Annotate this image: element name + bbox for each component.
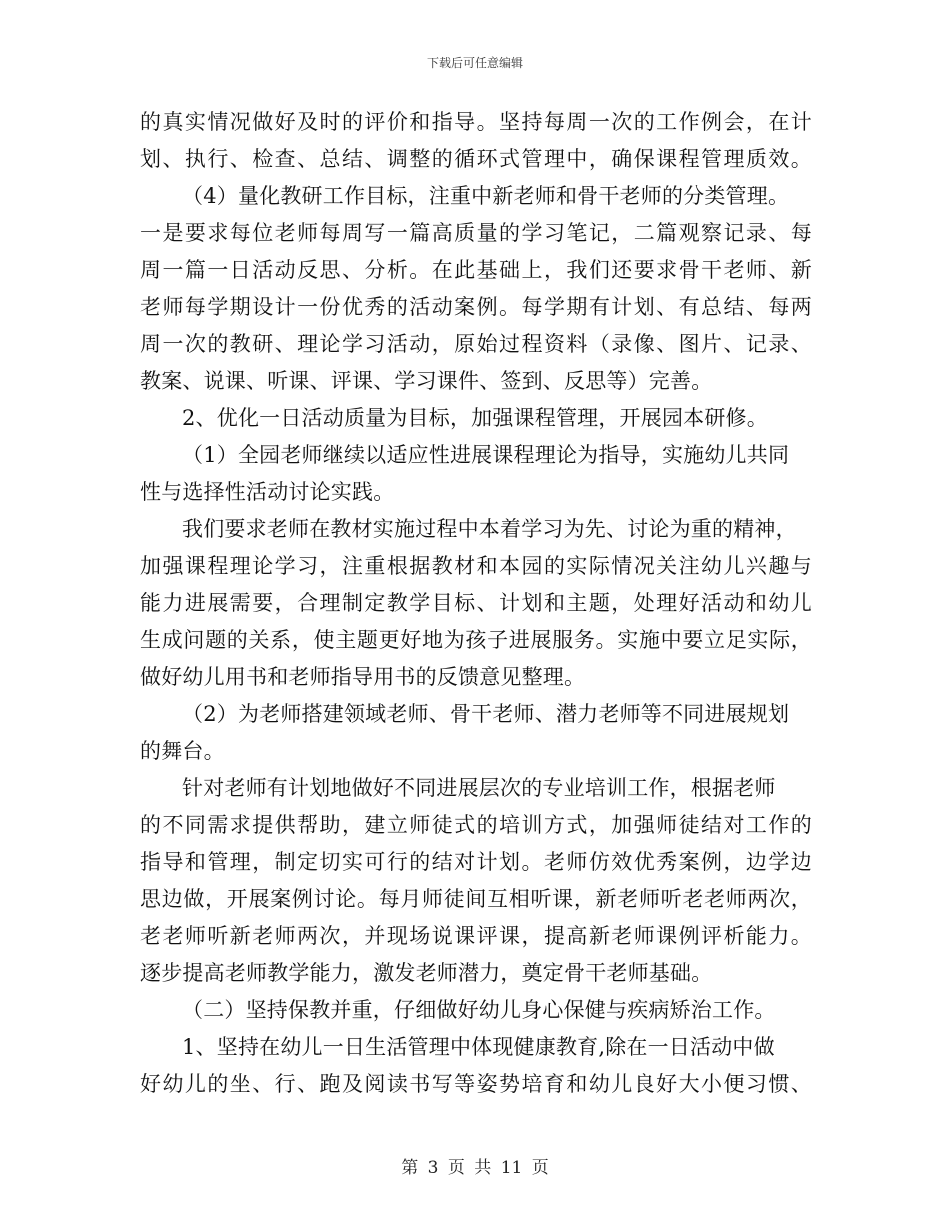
text-line: 周一篇一日活动反思、分析。在此基础上，我们还要求骨干老师、新 <box>140 258 812 282</box>
text-line: 好幼儿的坐、行、跑及阅读书写等姿势培育和幼儿良好大小便习惯、 <box>140 1072 812 1096</box>
text-line: 的不同需求提供帮助，建立师徒式的培训方式，加强师徒结对工作的 <box>140 813 812 837</box>
text-line: （2）为老师搭建领域老师、骨干老师、潜力老师等不同进展规划 <box>182 702 790 726</box>
text-line: 划、执行、检查、总结、调整的循环式管理中，确保课程管理质效。 <box>140 147 812 171</box>
text-line: 教案、说课、听课、评课、学习课件、签到、反思等）完善。 <box>140 369 713 393</box>
text-line: 1、坚持在幼儿一日生活管理中体现健康教育,除在一日活动中做 <box>182 1035 775 1059</box>
text-line: 性与选择性活动讨论实践。 <box>140 480 395 504</box>
text-line: （二）坚持保教并重，仔细做好幼儿身心保健与疾病矫治工作。 <box>182 998 776 1022</box>
text-line: 能力进展需要，合理制定教学目标、计划和主题，处理好活动和幼儿 <box>140 591 812 615</box>
text-line: 做好幼儿用书和老师指导用书的反馈意见整理。 <box>140 665 586 689</box>
text-line: 的舞台。 <box>140 739 225 763</box>
page-header: 下载后可任意编辑 <box>426 56 523 70</box>
text-line: 加强课程理论学习，注重根据教材和本园的实际情况关注幼儿兴趣与 <box>140 554 812 578</box>
text-line: 生成问题的关系，使主题更好地为孩子进展服务。实施中要立足实际， <box>140 628 812 652</box>
text-line: 2、优化一日活动质量为目标，加强课程管理，开展园本研修。 <box>182 406 768 430</box>
text-line: 指导和管理，制定切实可行的结对计划。老师仿效优秀案例，边学边 <box>140 850 812 874</box>
text-line: 老师每学期设计一份优秀的活动案例。每学期有计划、有总结、每两 <box>140 295 812 319</box>
page-footer: 第 3 页 共 11 页 <box>401 1158 549 1178</box>
text-line: 的真实情况做好及时的评价和指导。坚持每周一次的工作例会，在计 <box>140 110 812 134</box>
text-line: 我们要求老师在教材实施过程中本着学习为先、讨论为重的精神， <box>182 517 797 541</box>
text-line: 针对老师有计划地做好不同进展层次的专业培训工作，根据老师 <box>182 776 776 800</box>
text-line: 思边做，开展案例讨论。每月师徒间互相听课，新老师听老老师两次， <box>140 887 812 911</box>
text-line: 周一次的教研、理论学习活动，原始过程资料（录像、图片、记录、 <box>140 332 812 356</box>
text-line: 老老师听新老师两次，并现场说课评课，提高新老师课例评析能力。 <box>140 924 812 948</box>
text-line: （1）全园老师继续以适应性进展课程理论为指导，实施幼儿共同 <box>182 443 790 467</box>
text-line: （4）量化教研工作目标，注重中新老师和骨干老师的分类管理。 <box>182 184 790 208</box>
text-line: 逐步提高老师教学能力，激发老师潜力，奠定骨干老师基础。 <box>140 961 713 985</box>
document-body <box>140 104 812 1103</box>
text-line: 一是要求每位老师每周写一篇高质量的学习笔记，二篇观察记录、每 <box>140 221 812 245</box>
